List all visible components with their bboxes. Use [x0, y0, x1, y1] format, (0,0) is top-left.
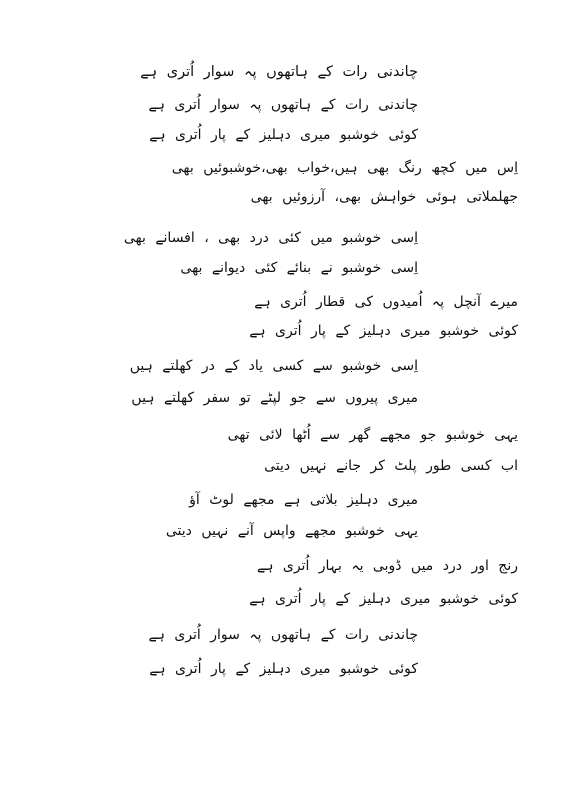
poem-line: کوئی خوشبو میری دہلیز کے پار اُتری ہے — [249, 323, 518, 339]
poem-line: میرے آنچل پہ اُمیدوں کی قطار اُتری ہے — [254, 294, 518, 310]
poem-line: میری دہلیز بلاتی ہے مجھے لوٹ آؤ — [189, 492, 418, 508]
poem-line: اِسی خوشبو نے بنائے کئی دیوانے بھی — [180, 260, 418, 276]
poem-line: چاندنی رات کے ہاتھوں پہ سوار اُتری ہے — [148, 97, 418, 113]
poem-line: اِسی خوشبو میں کئی درد بھی ، افسانے بھی — [123, 230, 418, 246]
poem-line: یہی خوشبو مجھے واپس آنے نہیں دیتی — [165, 523, 418, 539]
poem-line: کوئی خوشبو میری دہلیز کے پار اُتری ہے — [249, 591, 518, 607]
poem-line: اب کسی طور پلٹ کر جانے نہیں دیتی — [264, 458, 518, 474]
poem-line: اِس میں کچھ رنگ بھی ہیں،خواب بھی،خوشبوئیں بھی — [171, 160, 518, 176]
poem-line: جھلملاتی ہوئی خواہش بھی، آرزوئیں بھی — [250, 189, 518, 205]
poem-line: یہی خوشبو جو مجھے گھر سے اُٹھا لائی تھی — [227, 427, 518, 443]
poem-line: چاندنی رات کے ہاتھوں پہ سوار اُتری ہے — [148, 627, 418, 643]
poem-line: کوئی خوشبو میری دہلیز کے پار اُتری ہے — [149, 661, 418, 677]
poem-line: کوئی خوشبو میری دہلیز کے پار اُتری ہے — [149, 127, 418, 143]
poem-line: رنج اور درد میں ڈوبی یہ بہار اُتری ہے — [257, 558, 518, 574]
poem-line: اِسی خوشبو سے کسی یاد کے در کھلتے ہیں — [129, 358, 418, 374]
poem-line: میری پیروں سے جو لپٹے تو سفر کھلتے ہیں — [131, 390, 418, 406]
poem-title: چاندنی رات کے ہاتھوں پہ سوار اُتری ہے — [140, 64, 418, 80]
